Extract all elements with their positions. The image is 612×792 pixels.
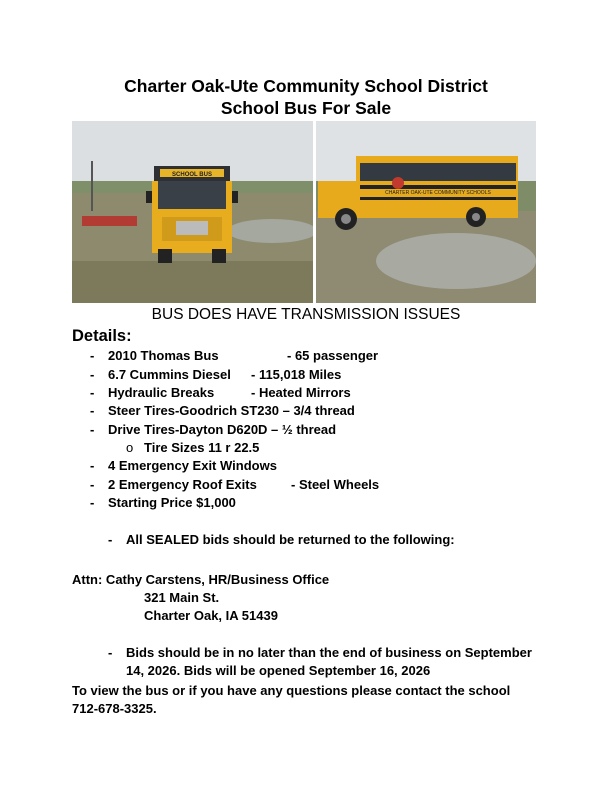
attn-line: Attn: Cathy Carstens, HR/Business Office — [72, 572, 330, 587]
list-dash: - — [90, 422, 95, 437]
transmission-notice: BUS DOES HAVE TRANSMISSION ISSUES — [151, 306, 461, 323]
list-dash: - — [108, 532, 113, 547]
sealed-bids-text: All SEALED bids should be returned to the following: — [126, 532, 455, 547]
page-subtitle: School Bus For Sale — [220, 98, 392, 118]
contact-line: To view the bus or if you have any questions please contact the school — [72, 683, 511, 698]
address-street: 321 Main St. — [144, 590, 220, 605]
detail-right: - 115,018 Miles — [251, 367, 342, 382]
tire-sizes: Tire Sizes 11 r 22.5 — [144, 440, 260, 455]
detail-left: Steer Tires-Goodrich ST230 – 3/4 thread — [108, 403, 355, 418]
detail-left: 4 Emergency Exit Windows — [108, 458, 277, 473]
list-bullet: o — [126, 440, 134, 455]
detail-left: Drive Tires-Dayton D620D – ½ thread — [108, 422, 337, 437]
bus-front-photo — [72, 121, 313, 303]
details-heading: Details: — [72, 327, 132, 345]
list-dash: - — [108, 645, 113, 660]
list-dash: - — [90, 348, 95, 363]
bus-front-sign: SCHOOL BUS — [172, 172, 212, 178]
list-dash: - — [90, 458, 95, 473]
contact-phone: 712-678-3325. — [72, 701, 157, 716]
deadline-line-1: Bids should be in no later than the end of business on September — [126, 645, 532, 660]
bus-side-sign: CHARTER OAK-UTE COMMUNITY SCHOOLS — [385, 190, 491, 196]
detail-right: - 65 passenger — [287, 348, 379, 363]
detail-right: - Steel Wheels — [291, 477, 380, 492]
address-city: Charter Oak, IA 51439 — [144, 608, 278, 623]
list-dash: - — [90, 403, 95, 418]
list-dash: - — [90, 367, 95, 382]
list-dash: - — [90, 385, 95, 400]
detail-left: 2 Emergency Roof Exits — [108, 477, 257, 492]
detail-right: - Heated Mirrors — [251, 385, 351, 400]
detail-left: Hydraulic Breaks — [108, 385, 215, 400]
district-title: Charter Oak-Ute Community School District — [124, 76, 488, 96]
detail-left: Starting Price $1,000 — [108, 495, 236, 510]
deadline-line-2: 14, 2026. Bids will be opened September 16, 2026 — [126, 663, 431, 678]
detail-left: 2010 Thomas Bus — [108, 348, 219, 363]
list-dash: - — [90, 495, 95, 510]
list-dash: - — [90, 477, 95, 492]
bus-side-photo — [316, 121, 536, 303]
detail-left: 6.7 Cummins Diesel — [108, 367, 231, 382]
